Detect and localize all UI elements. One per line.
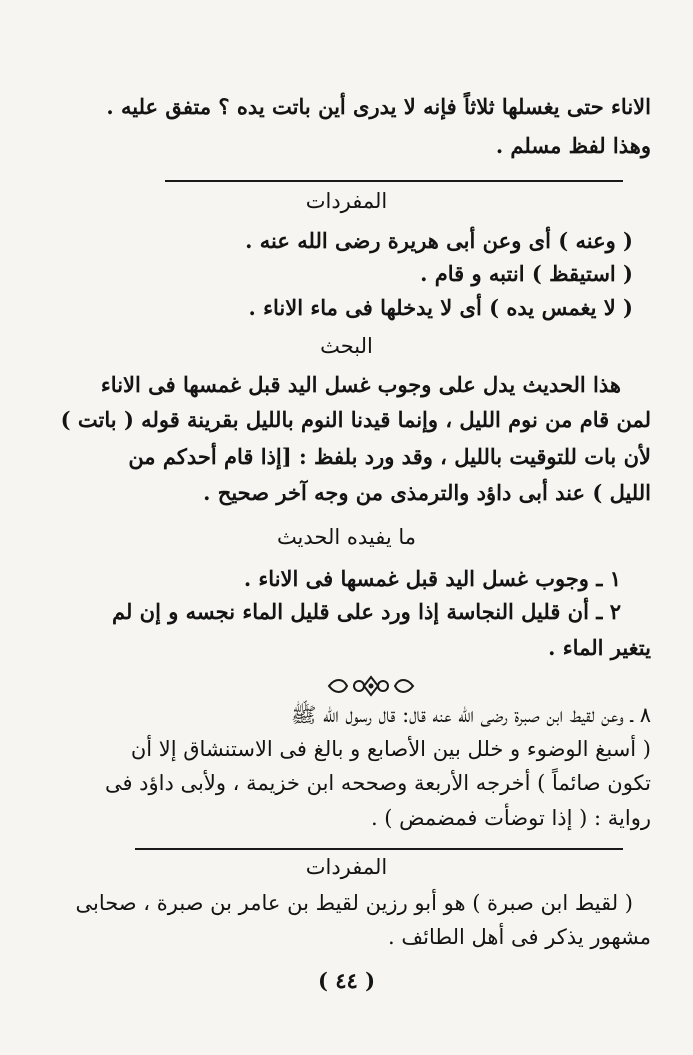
bahth-line-1: هذا الحديث يدل على وجوب غسل اليد قبل غمسها فى الاناء [100, 372, 621, 397]
bahth-line-4: الليل ) عند أبى داؤد والترمذى من وجه آخر صحيح . [203, 480, 651, 505]
heading-mufradat-1: المفردات [305, 189, 388, 213]
top-line-1: الاناء حتى يغسلها ثلاثاً فإنه لا يدرى أين باتت يده ؟ متفق عليه . [106, 94, 651, 119]
vocab2-line-1: ( لقيط ابن صبرة ) هو أبو رزين لقيط بن عامر بن صبرة ، صحابى [75, 891, 633, 915]
ornament-divider-icon [325, 674, 417, 698]
divider-rule-2 [135, 848, 623, 850]
bahth-line-2: لمن قام من نوم الليل ، وإنما قيدنا النوم بالليل بقرينة قوله ( باتت ) [60, 407, 651, 432]
hadith-line-2: ( أسبغ الوضوء و خلل بين الأصابع و بالغ فى الاستنشاق إلا أن [130, 737, 651, 761]
divider-rule-1 [165, 180, 623, 182]
heading-bahth: البحث [320, 334, 373, 358]
hadith-line-4: رواية : ( إذا توضأت فمضمض ) . [370, 806, 651, 830]
vocab-item-3: ( لا يغمس يده ) أى لا يدخلها فى ماء الاناء . [248, 295, 633, 320]
top-line-2: وهذا لفظ مسلم . [495, 133, 651, 158]
hadith-line-3: تكون صائماً ) أخرجه الأربعة وصححه ابن خزيمة ، ولأبى داؤد فى [104, 771, 651, 795]
heading-mufradat-2: المفردات [305, 855, 388, 879]
heading-yufiduhu: ما يفيده الحديث [276, 525, 417, 549]
benefit-line-1: ١ ـ وجوب غسل اليد قبل غمسها فى الاناء . [243, 566, 621, 591]
benefit-line-3: يتغير الماء . [548, 635, 651, 660]
bahth-line-3: لأن بات للتوقيت بالليل ، وقد ورد بلفظ : [إذا قام أحدكم من [128, 444, 651, 469]
vocab2-line-2: مشهور يذكر فى أهل الطائف . [388, 925, 651, 949]
benefit-line-2: ٢ ـ أن قليل النجاسة إذا ورد على قليل الماء نجسه و إن لم [111, 599, 621, 624]
hadith-line-1: ٨ ـ وعن لقيط ابن صبرة رضى الله عنه قال: قال رسول الله ﷺ [291, 703, 651, 727]
vocab-item-2: ( استيقظ ) انتبه و قام . [420, 261, 633, 286]
page-number: ( ٤٤ ) [317, 968, 376, 993]
vocab-item-1: ( وعنه ) أى وعن أبى هريرة رضى الله عنه . [245, 228, 633, 253]
